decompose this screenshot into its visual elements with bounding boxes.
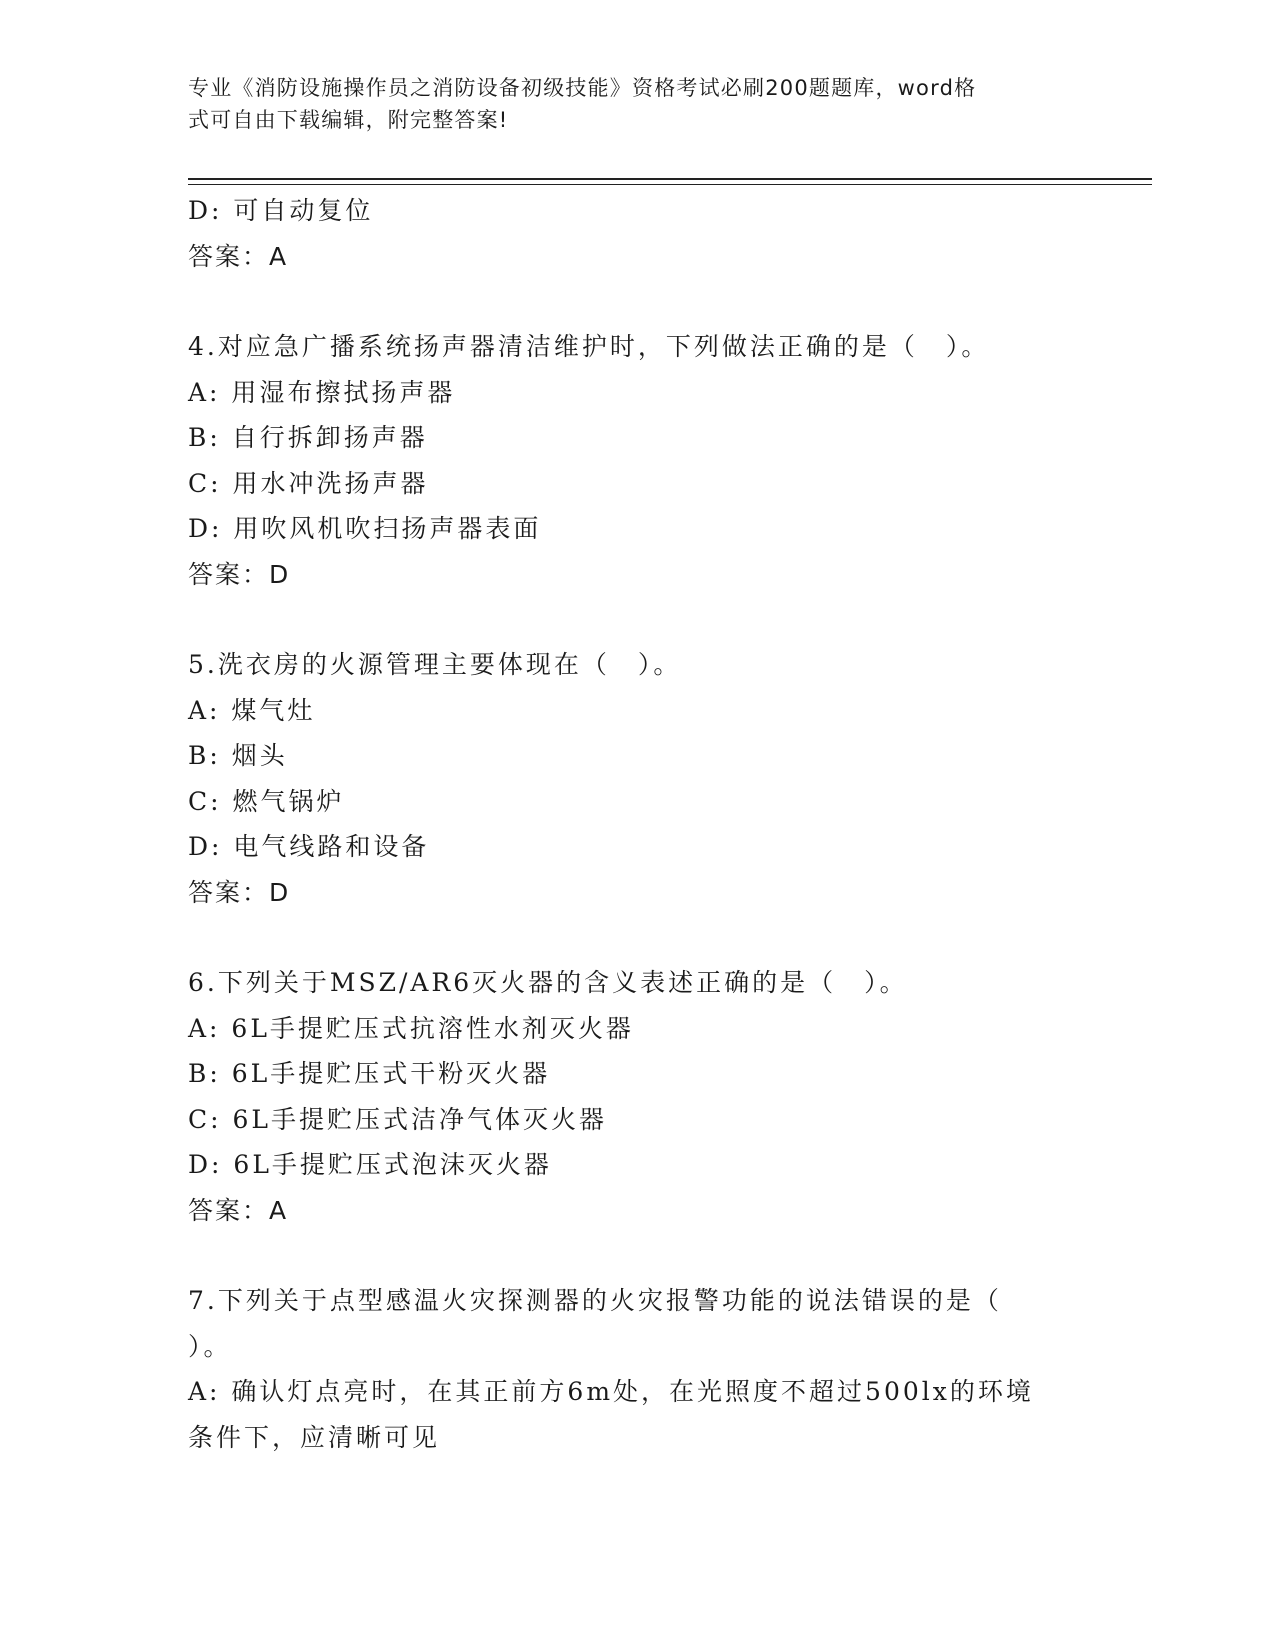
header-line-1: 专业《消防设施操作员之消防设备初级技能》资格考试必刷200题题库，word格 [188,76,977,100]
question-4 [188,324,1088,597]
option-c: C: 6L手提贮压式洁净气体灭火器 [188,1104,608,1134]
question-3-tail [188,188,1088,279]
answer: 答案：D [188,877,291,907]
option-a: A: 煤气灶 [188,695,316,725]
question-stem-line-2: ）。 [188,1331,232,1361]
option-a: A: 用湿布擦拭扬声器 [188,377,456,407]
option-d: D: 可自动复位 [188,196,374,225]
option-c: C: 用水冲洗扬声器 [188,468,429,498]
option-a: A: 6L手提贮压式抗溶性水剂灭火器 [188,1013,634,1043]
question-5 [188,642,1088,915]
question-stem-line-1: 7.下列关于点型感温火灾探测器的火灾报警功能的说法错误的是（ [188,1286,1002,1315]
answer: 答案：A [188,1195,289,1225]
question-7 [188,1278,1088,1460]
document-header [188,72,1088,136]
question-stem: 4.对应急广播系统扬声器清洁维护时，下列做法正确的是（ ）。 [188,332,990,361]
option-c: C: 燃气锅炉 [188,786,345,816]
option-a-line-1: A: 确认灯点亮时，在其正前方6m处，在光照度不超过500lx的环境 [188,1377,1034,1406]
option-d: D: 电气线路和设备 [188,832,430,861]
answer: 答案：A [188,241,289,271]
option-b: B: 6L手提贮压式干粉灭火器 [188,1059,551,1088]
question-stem: 5.洗衣房的火源管理主要体现在（ ）。 [188,650,682,679]
header-rule-thin [188,184,1152,185]
option-b: B: 自行拆卸扬声器 [188,423,428,452]
header-rule-thick [188,178,1152,180]
option-d: D: 用吹风机吹扫扬声器表面 [188,514,542,543]
question-stem: 6.下列关于MSZ/AR6灭火器的含义表述正确的是（ ）。 [188,968,908,997]
option-a-line-2: 条件下，应清晰可见 [188,1422,441,1452]
question-list [188,188,1088,1460]
option-b: B: 烟头 [188,741,288,770]
header-line-2: 式可自由下载编辑，附完整答案! [188,108,509,132]
answer: 答案：D [188,559,291,589]
option-d: D: 6L手提贮压式泡沫灭火器 [188,1150,552,1179]
question-6 [188,960,1088,1233]
